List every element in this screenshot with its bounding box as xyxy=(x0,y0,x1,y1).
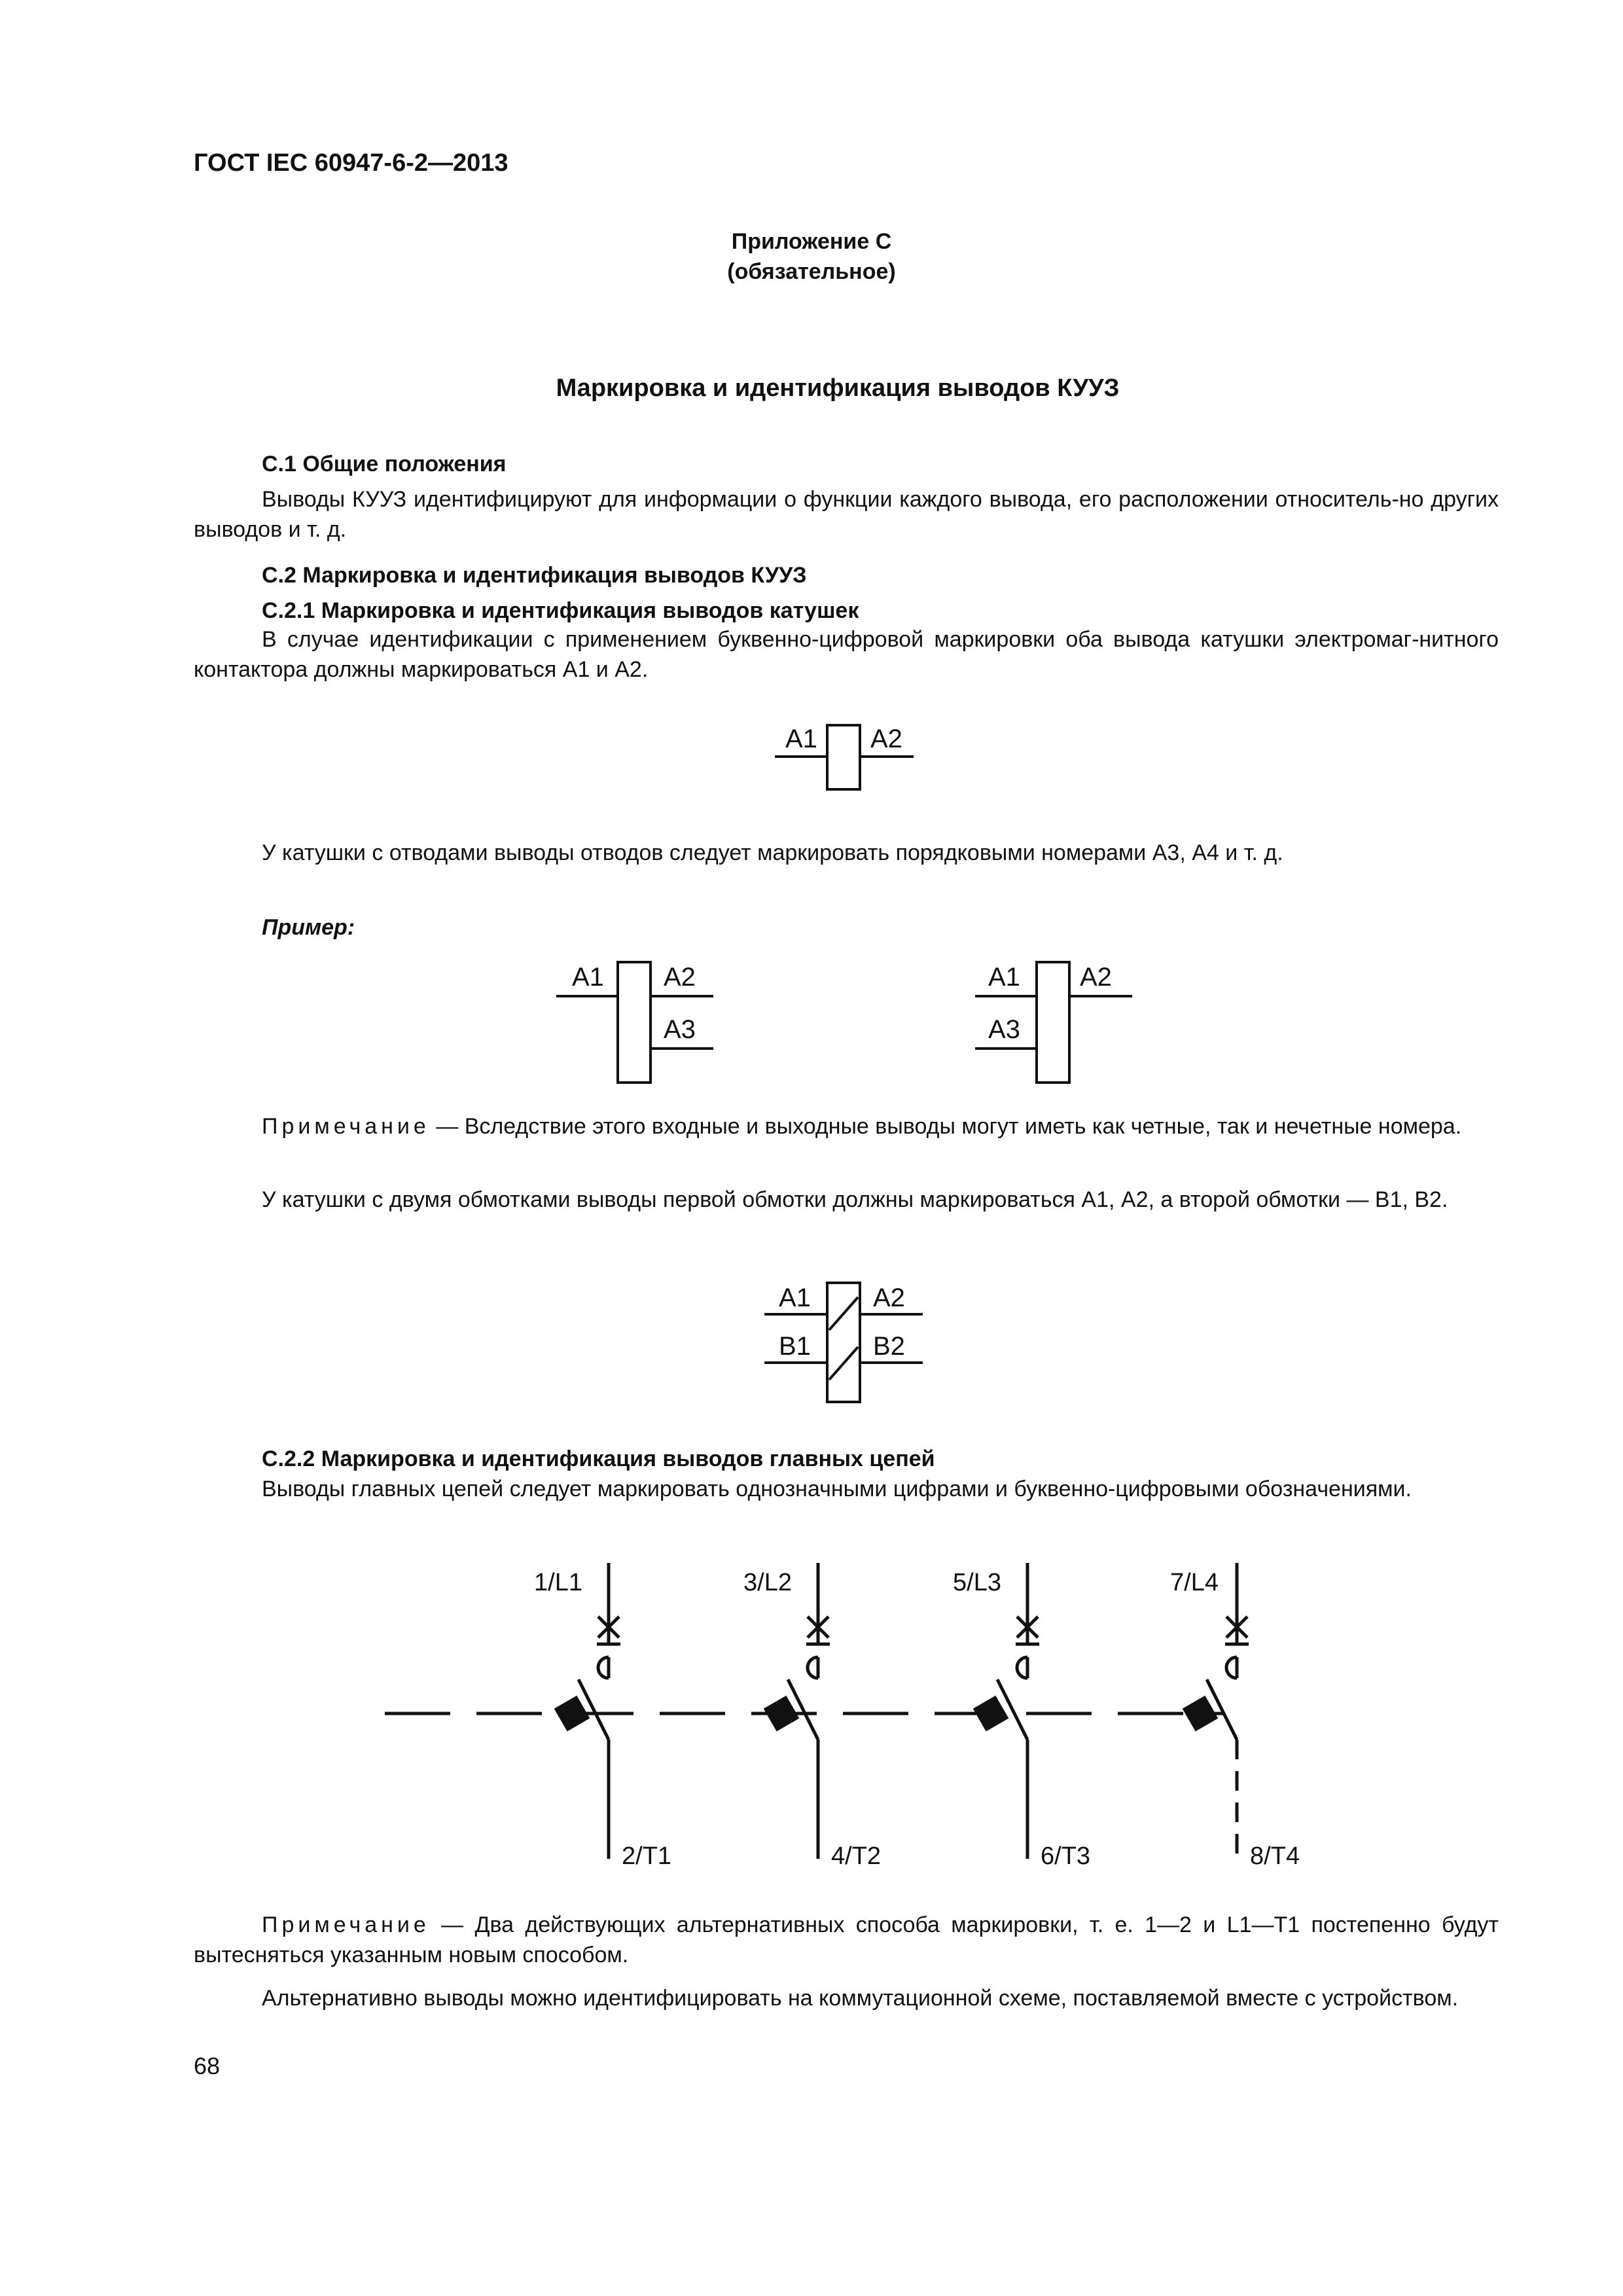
appendix-title: Приложение С xyxy=(731,229,892,254)
note-1-text: — Вследствие этого входные и выходные выводы могут иметь как четные, так и нечетные номера. xyxy=(429,1114,1462,1139)
double-b1: В1 xyxy=(779,1332,811,1361)
bottom-label-2: 4/T2 xyxy=(831,1842,882,1870)
pole-4-linkage-block xyxy=(1183,1696,1219,1732)
pole-1-linkage-block xyxy=(554,1696,590,1732)
standard-header: ГОСТ IEC 60947-6-2—2013 xyxy=(194,149,508,177)
tap-text: У катушки с отводами выводы отводов следует маркировать порядковыми номерами А3, А4 и т. д. xyxy=(262,840,1283,865)
top-label-2: 3/L2 xyxy=(743,1569,792,1596)
tapped1-a2: А2 xyxy=(664,963,696,992)
tapped2-a3: А3 xyxy=(988,1015,1020,1044)
c22-text: Выводы главных цепей следует маркировать однозначными цифрами и буквенно-цифровыми обозначениями. xyxy=(262,1477,1412,1501)
double-a2: А2 xyxy=(873,1283,905,1312)
tapped-coil-diagram-2 xyxy=(972,956,1143,1086)
double-a1: А1 xyxy=(779,1283,811,1312)
coil-rect xyxy=(827,725,860,789)
coil-label-a1: А1 xyxy=(785,725,817,753)
bottom-label-3: 6/T3 xyxy=(1041,1842,1091,1870)
c1-heading: С.1 Общие положения xyxy=(262,452,507,476)
note-2-text: — Два действующих альтернативных способа маркировки, т. е. 1—2 и L1—T1 постепенно будут вытесняться указанным новым способом. xyxy=(194,1912,1499,1967)
c21-heading: С.2.1 Маркировка и идентификация выводов катушек xyxy=(262,598,859,623)
c22-heading: С.2.2 Маркировка и идентификация выводов главных цепей xyxy=(262,1446,935,1471)
pole-2-linkage-block xyxy=(764,1696,800,1732)
tapped1-a3: А3 xyxy=(664,1015,696,1044)
appendix-status: (обязательное) xyxy=(727,259,896,284)
pole-3-linkage-block xyxy=(973,1696,1009,1732)
bottom-label-1: 2/T1 xyxy=(622,1842,672,1870)
bottom-label-4: 8/T4 xyxy=(1250,1842,1300,1870)
alt-text: Альтернативно выводы можно идентифицировать на коммутационной схеме, поставляемой вместе с устройством. xyxy=(262,1986,1459,2011)
note-1-word: Примечание xyxy=(262,1114,430,1139)
note-2 xyxy=(194,1910,1499,1970)
main-circuit-diagram xyxy=(380,1545,1335,1885)
double-b2: В2 xyxy=(873,1332,905,1361)
two-windings-text: У катушки с двумя обмотками выводы первой обмотки должны маркироваться А1, А2, а второй обмотки — В1, В2. xyxy=(262,1187,1448,1212)
c1-text: Выводы КУУЗ идентифицируют для информации о функции каждого вывода, его расположении относитель-но других выводов и т. д. xyxy=(194,487,1499,542)
tapped2-a2: А2 xyxy=(1080,963,1112,992)
page-number: 68 xyxy=(194,2053,221,2079)
example-label: Пример: xyxy=(262,915,355,940)
top-label-3: 5/L3 xyxy=(953,1569,1001,1596)
main-title: Маркировка и идентификация выводов КУУЗ xyxy=(556,374,1120,402)
c21-text: В случае идентификации с применением буквенно-цифровой маркировки оба вывода катушки электромаг-нитного контактора должны маркироваться А1 и А2. xyxy=(194,627,1499,682)
tapped1-a1: А1 xyxy=(572,963,604,992)
coil-diagram xyxy=(772,717,929,796)
top-label-4: 7/L4 xyxy=(1170,1569,1219,1596)
top-label-1: 1/L1 xyxy=(534,1569,582,1596)
note-1 xyxy=(194,1111,1499,1141)
tapped-coil-diagram-1 xyxy=(554,956,724,1086)
double-coil-diagram xyxy=(764,1278,928,1408)
tapped2-a1: А1 xyxy=(988,963,1020,992)
note-2-word: Примечание xyxy=(262,1912,430,1937)
coil-label-a2: А2 xyxy=(870,725,902,753)
c2-heading: С.2 Маркировка и идентификация выводов КУУЗ xyxy=(262,563,807,588)
